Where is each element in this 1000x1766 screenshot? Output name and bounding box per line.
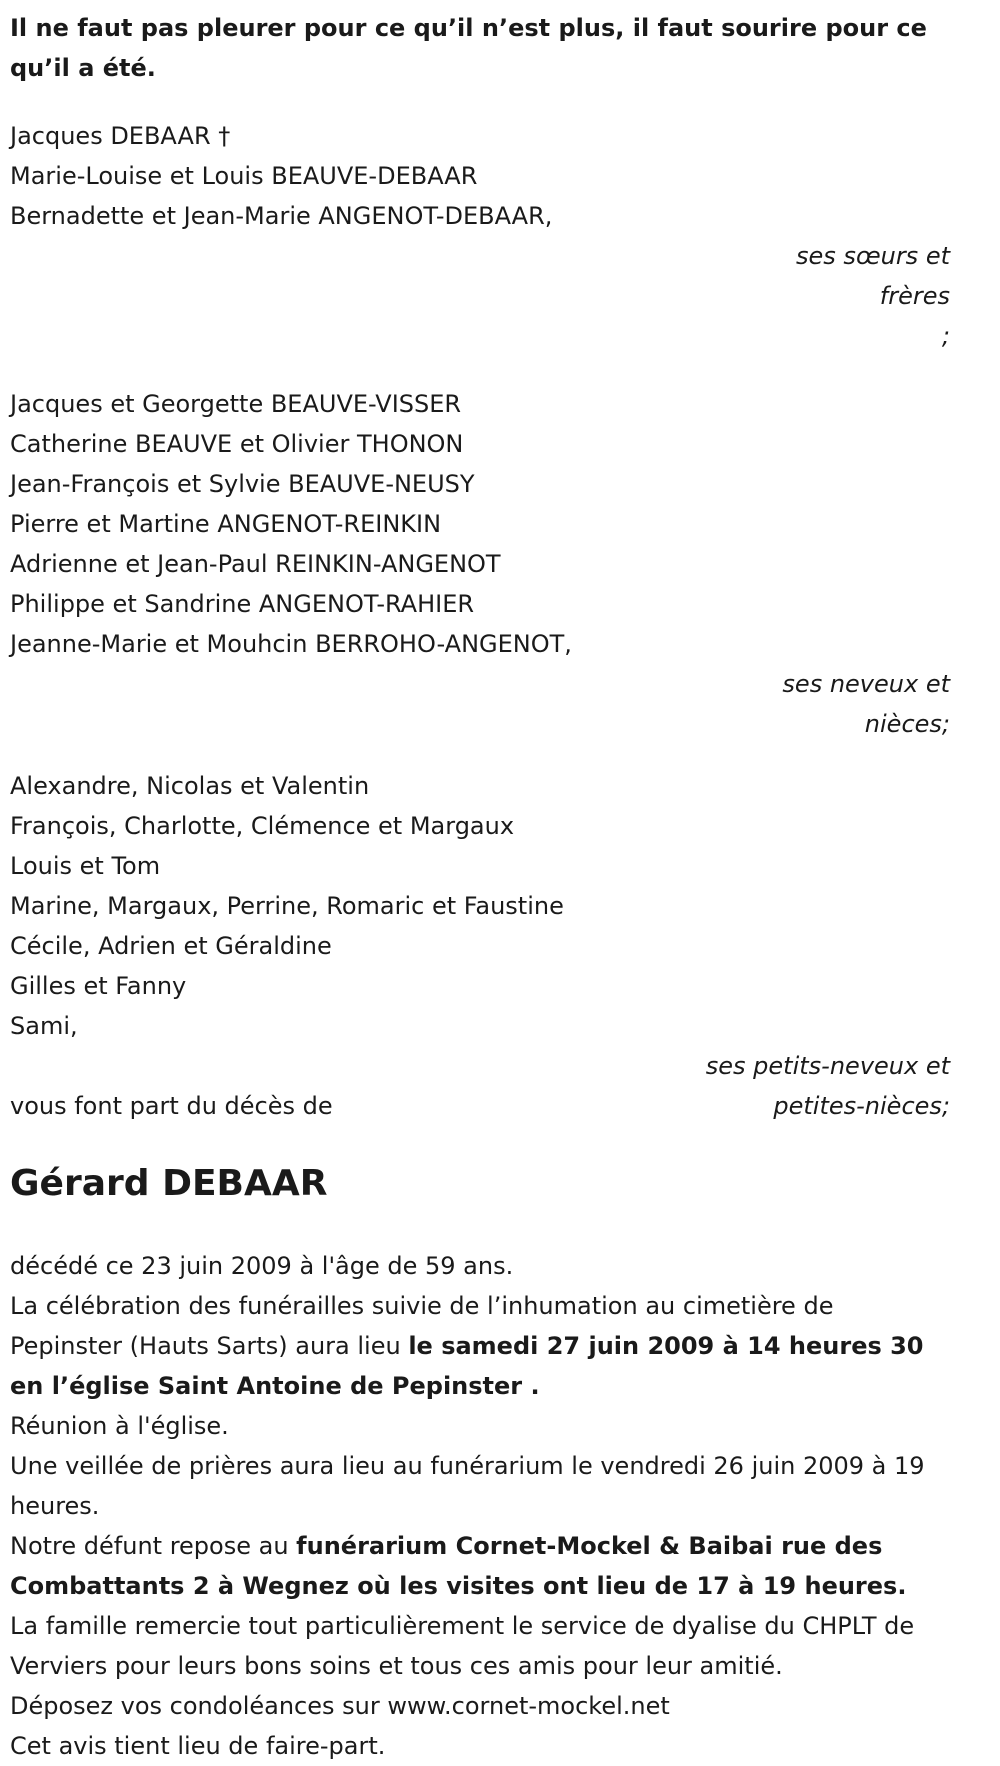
nephew-name: Catherine BEAUVE et Olivier THONON bbox=[10, 430, 464, 458]
nephews-role-line2: nièces; bbox=[864, 710, 950, 738]
nephew-name: Jean-François et Sylvie BEAUVE-NEUSY bbox=[10, 470, 475, 498]
nephews-role bbox=[760, 664, 950, 744]
siblings-section bbox=[10, 116, 950, 356]
grandnephew-name: Marine, Margaux, Perrine, Romaric et Faustine bbox=[10, 892, 564, 920]
ceremony-date-place: le samedi 27 juin 2009 à 14 heures 30 en l’église Saint Antoine de Pepinster . bbox=[10, 1332, 924, 1400]
grandnephews-role-line1: ses petits-neveux et bbox=[705, 1052, 950, 1080]
ceremony-text: La célébration des funérailles suivie de l’inhumation au cimetière de Pepinster (Hauts Sarts) aura lieu bbox=[10, 1292, 834, 1360]
grandnephew-name: Sami, bbox=[10, 1012, 78, 1040]
nephew-name: Pierre et Martine ANGENOT-REINKIN bbox=[10, 510, 442, 538]
intro-text: vous font part du décès de bbox=[10, 1092, 333, 1120]
grandnephews-section bbox=[10, 766, 950, 1126]
nephew-name: Jeanne-Marie et Mouhcin BERROHO-ANGENOT, bbox=[10, 630, 572, 658]
siblings-role-line1: ses sœurs et frères bbox=[796, 242, 950, 310]
nephew-name: Adrienne et Jean-Paul REINKIN-ANGENOT bbox=[10, 550, 501, 578]
nephews-section bbox=[10, 384, 950, 744]
grandnephew-name: Louis et Tom bbox=[10, 852, 161, 880]
meeting-note: Réunion à l'église. bbox=[10, 1412, 229, 1440]
grandnephews-role-line2: petites-nièces; bbox=[773, 1092, 950, 1120]
nephew-name: Jacques et Georgette BEAUVE-VISSER bbox=[10, 390, 462, 418]
epigraph-quote: Il ne faut pas pleurer pour ce qu’il n’est plus, il faut sourire pour ce qu’il a été. bbox=[10, 14, 927, 82]
condolences-note: Déposez vos condoléances sur www.cornet-mockel.net bbox=[10, 1692, 670, 1720]
vigil-note: Une veillée de prières aura lieu au funérarium le vendredi 26 juin 2009 à 19 heures. bbox=[10, 1452, 925, 1520]
thanks-note: La famille remercie tout particulièrement le service de dyalise du CHPLT de Verviers pour leurs bons soins et tous ces amis pour leur amitié. bbox=[10, 1612, 915, 1680]
siblings-role-line2: ; bbox=[941, 322, 950, 350]
sibling-name: Bernadette et Jean-Marie ANGENOT-DEBAAR, bbox=[10, 202, 553, 230]
siblings-role bbox=[760, 236, 950, 356]
deceased-name: Gérard DEBAAR bbox=[10, 1163, 328, 1204]
grandnephew-name: François, Charlotte, Clémence et Margaux bbox=[10, 812, 515, 840]
notice-note: Cet avis tient lieu de faire-part. bbox=[10, 1732, 386, 1760]
sibling-name: Marie-Louise et Louis BEAUVE-DEBAAR bbox=[10, 162, 478, 190]
sibling-name: Jacques DEBAAR † bbox=[10, 122, 231, 150]
grandnephew-name: Alexandre, Nicolas et Valentin bbox=[10, 772, 370, 800]
ceremony-paragraph bbox=[10, 1286, 950, 1406]
grandnephews-role bbox=[670, 1046, 950, 1126]
grandnephew-name: Gilles et Fanny bbox=[10, 972, 187, 1000]
nephew-name: Philippe et Sandrine ANGENOT-RAHIER bbox=[10, 590, 475, 618]
nephews-role-line1: ses neveux et bbox=[782, 670, 950, 698]
funeral-home-info: funérarium Cornet-Mockel & Baibai rue des Combattants 2 à Wegnez où les visites ont lieu de 17 à 19 heures. bbox=[10, 1532, 907, 1600]
grandnephew-name: Cécile, Adrien et Géraldine bbox=[10, 932, 332, 960]
grandnephews-role-and-intro bbox=[10, 1046, 950, 1126]
rest-text: Notre défunt repose au bbox=[10, 1532, 297, 1560]
rest-paragraph bbox=[10, 1526, 950, 1606]
death-statement: décédé ce 23 juin 2009 à l'âge de 59 ans. bbox=[10, 1252, 514, 1280]
